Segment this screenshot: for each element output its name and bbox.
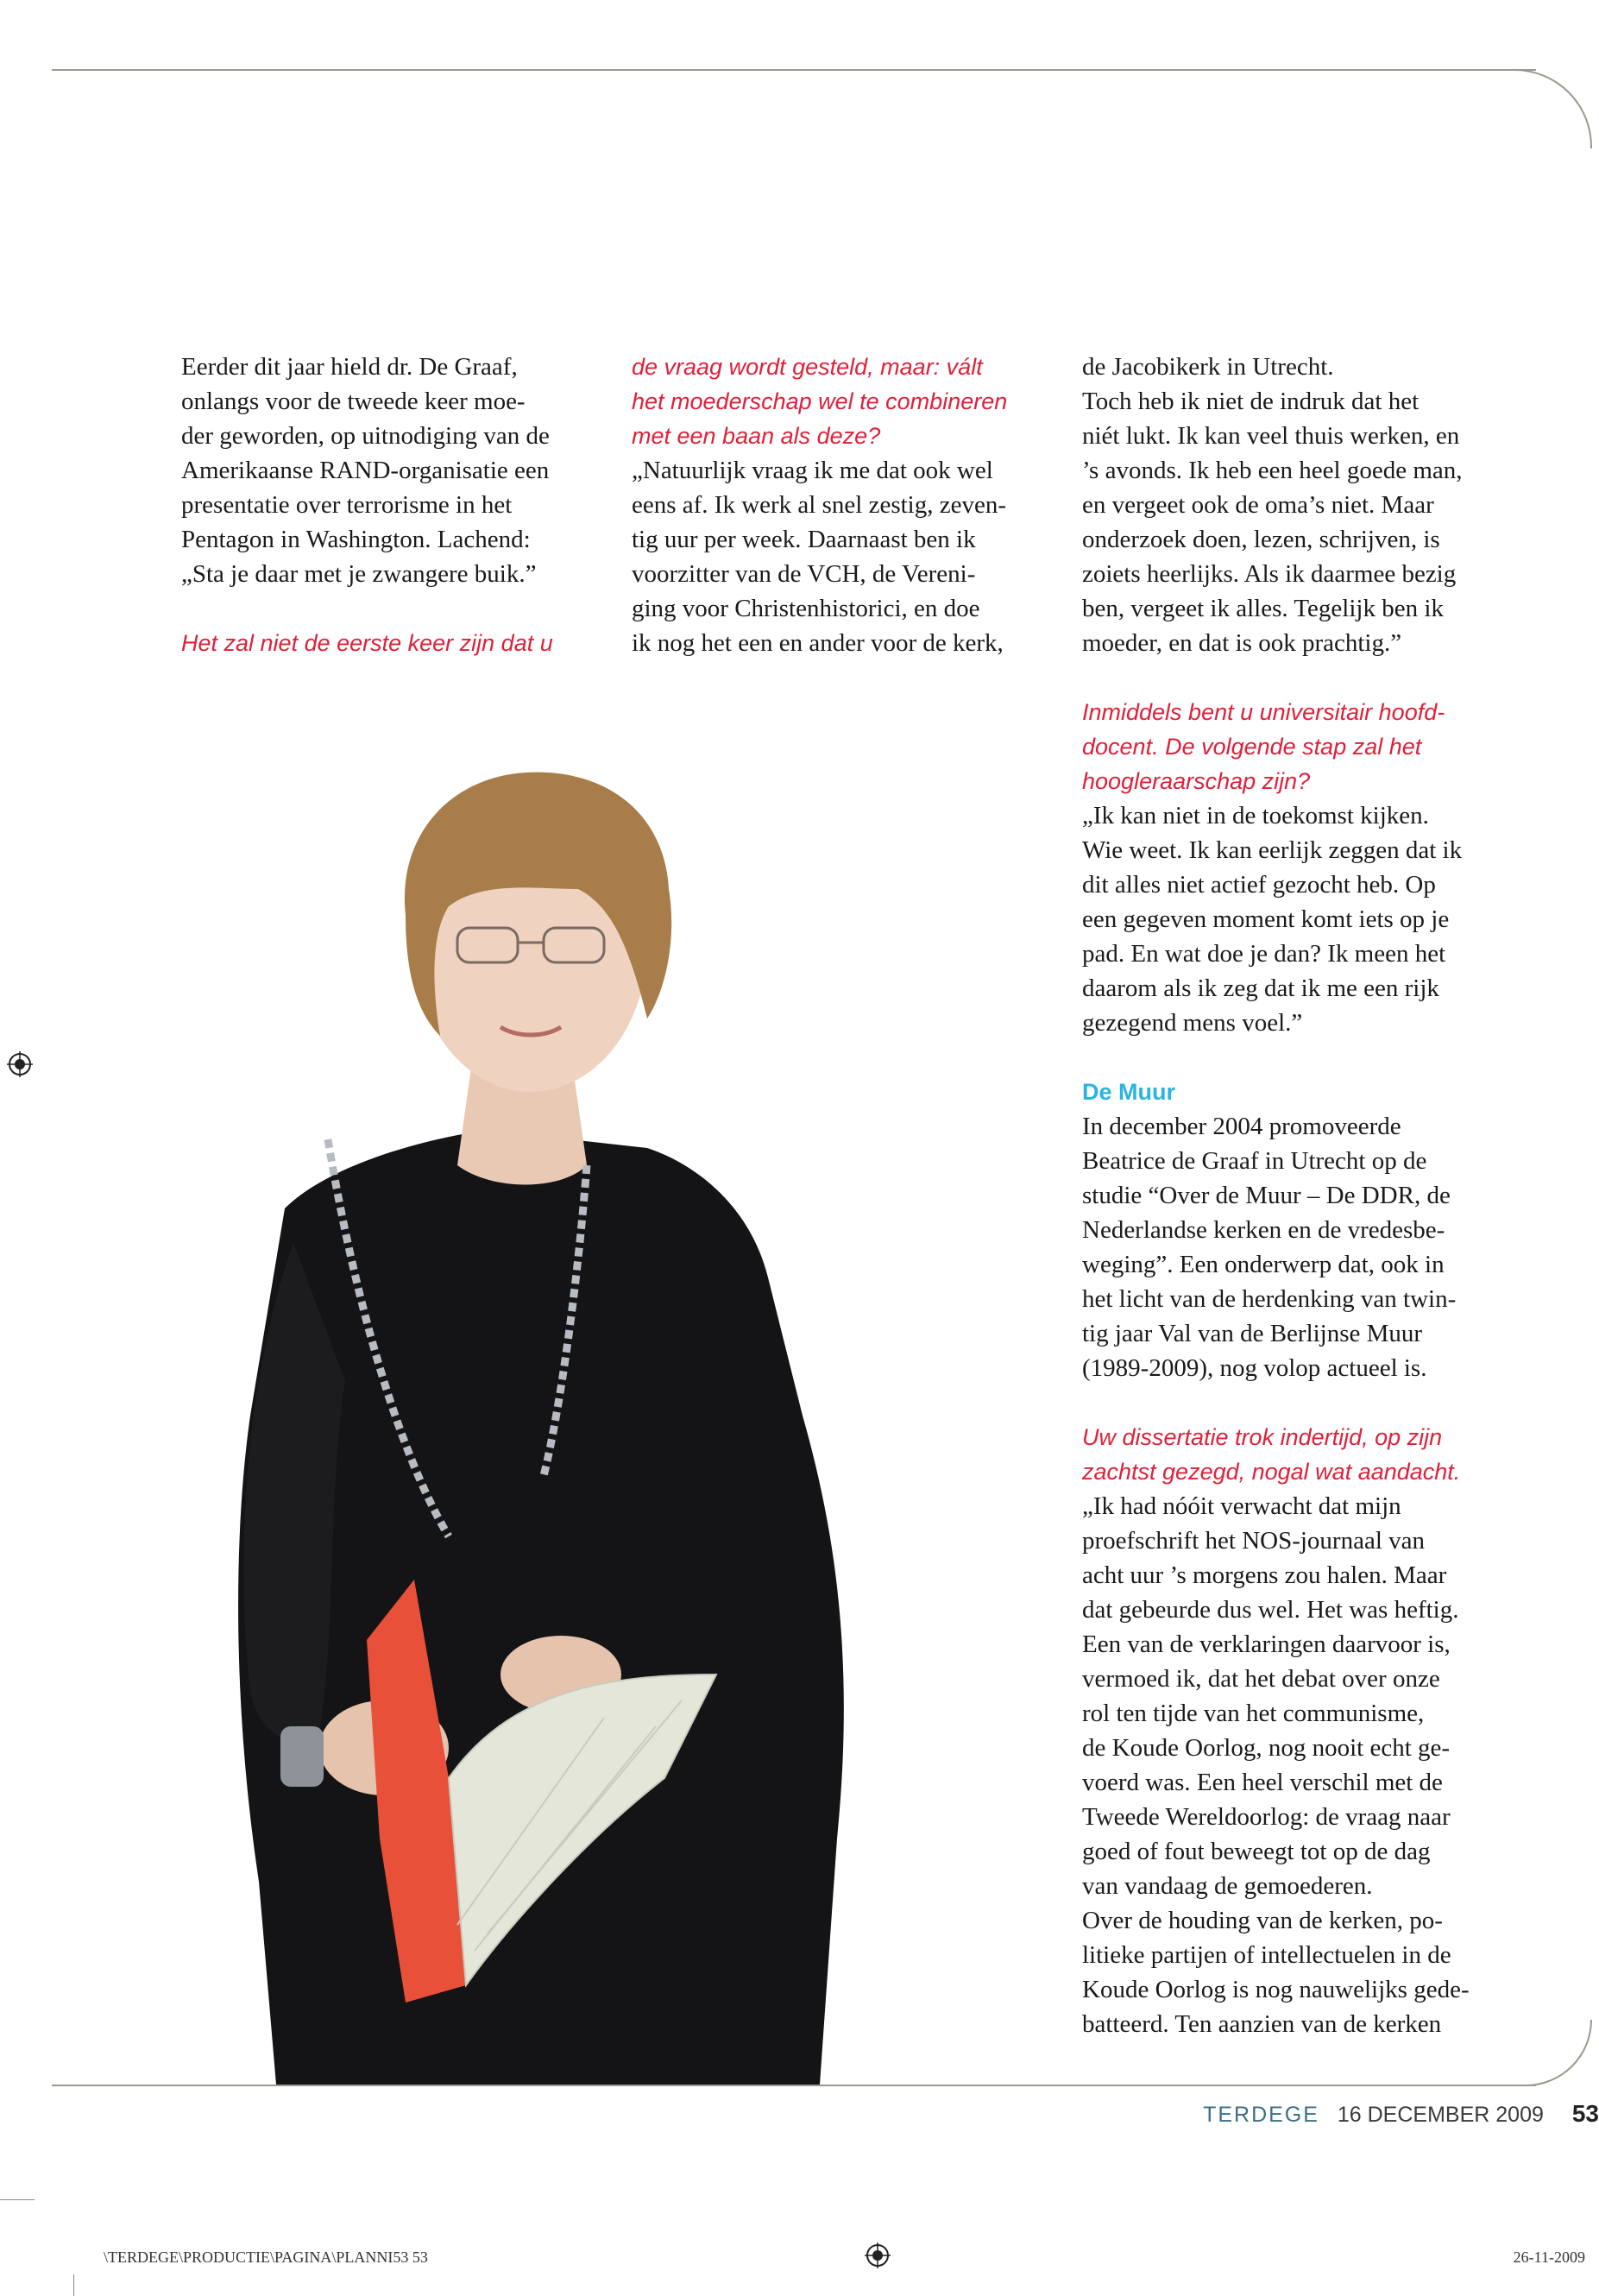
text-line: Tweede Wereldoorlog: de vraag naar: [1082, 1803, 1451, 1831]
text-line: ’s avonds. Ik heb een heel goede man,: [1082, 457, 1463, 484]
text-line: „Ik kan niet in de toekomst kijken.: [1082, 802, 1429, 829]
interview-question: [632, 350, 1054, 453]
text-line: acht uur ’s morgens zou halen. Maar: [1082, 1561, 1447, 1589]
text-line: ging voor Christenhistorici, en doe: [632, 595, 980, 622]
registration-mark-icon: [865, 2242, 891, 2268]
text-line: (1989-2009), nog volop actueel is.: [1082, 1354, 1427, 1382]
body-paragraph: [1082, 350, 1522, 660]
text-line: Nederlandse kerken en de vredesbe-: [1082, 1216, 1445, 1244]
text-line: vermoed ik, dat het debat over onze: [1082, 1665, 1440, 1693]
text-line: ik nog het een en ander voor de kerk,: [632, 629, 1004, 657]
body-paragraph: [632, 453, 1054, 660]
interview-question: [1082, 695, 1522, 798]
text-line: en vergeet ook de oma’s niet. Maar: [1082, 491, 1434, 519]
text-line: dat gebeurde dus wel. Het was heftig.: [1082, 1596, 1459, 1624]
interview-question: [1082, 1420, 1522, 1489]
body-paragraph: [1082, 798, 1522, 1040]
paragraph-gap: [1082, 1385, 1522, 1420]
text-line: De Muur: [1082, 1079, 1175, 1105]
bottom-rule: [52, 2085, 1536, 2086]
page-number: 53: [1571, 2100, 1599, 2127]
magazine-name: TERDEGE: [1203, 2103, 1319, 2127]
text-line: onderzoek doen, lezen, schrijven, is: [1082, 526, 1440, 553]
text-line: gezegend mens voel.”: [1082, 1009, 1303, 1037]
text-line: voerd was. Een heel verschil met de: [1082, 1769, 1443, 1796]
text-line: pad. En wat doe je dan? Ik meen het: [1082, 940, 1446, 968]
portrait-photo: [198, 760, 1027, 2085]
text-line: het moederschap wel te combineren: [632, 388, 1008, 414]
text-line: de Jacobikerk in Utrecht.: [1082, 353, 1334, 381]
text-line: Over de houding van de kerken, po-: [1082, 1907, 1443, 1934]
article-column-2: [632, 350, 1054, 660]
text-line: Eerder dit jaar hield dr. De Graaf,: [181, 353, 518, 381]
text-line: de vraag wordt gesteld, maar: vált: [632, 354, 983, 380]
text-line: „Natuurlijk vraag ik me dat ook wel: [632, 457, 993, 484]
text-line: tig uur per week. Daarnaast ben ik: [632, 526, 976, 553]
text-line: rol ten tijde van het communisme,: [1082, 1700, 1425, 1727]
article-column-3: [1082, 350, 1522, 2041]
text-line: Amerikaanse RAND-organisatie een: [181, 457, 550, 484]
text-line: voorzitter van de VCH, de Vereni-: [632, 560, 976, 588]
article-column-1: [181, 350, 604, 660]
text-line: docent. De volgende stap zal het: [1082, 734, 1422, 760]
paragraph-gap: [181, 591, 604, 626]
text-line: Beatrice de Graaf in Utrecht op de: [1082, 1147, 1427, 1175]
text-line: presentatie over terrorisme in het: [181, 491, 513, 519]
text-line: proefschrift het NOS-journaal van: [1082, 1527, 1426, 1555]
text-line: goed of fout beweegt tot op de dag: [1082, 1838, 1431, 1865]
text-line: zoiets heerlijks. Als ik daarmee bezig: [1082, 560, 1457, 588]
section-heading: [1082, 1075, 1522, 1109]
text-line: „Sta je daar met je zwangere buik.”: [181, 560, 537, 588]
text-line: Pentagon in Washington. Lachend:: [181, 526, 531, 553]
slug-path: \TERDEGE\PRODUCTIE\PAGINA\PLANNI53 53: [104, 2249, 428, 2266]
text-line: litieke partijen of intellectuelen in de: [1082, 1941, 1451, 1969]
text-line: de Koude Oorlog, nog nooit echt ge-: [1082, 1734, 1451, 1762]
text-line: weging”. Een onderwerp dat, ook in: [1082, 1251, 1445, 1278]
top-rule: [52, 69, 1536, 71]
text-line: studie “Over de Muur – De DDR, de: [1082, 1182, 1451, 1209]
text-line: Toch heb ik niet de indruk dat het: [1082, 388, 1420, 415]
text-line: dit alles niet actief gezocht heb. Op: [1082, 871, 1436, 899]
text-line: zachtst gezegd, nogal wat aandacht.: [1082, 1459, 1461, 1485]
body-paragraph: [1082, 1489, 1522, 2041]
text-line: Inmiddels bent u universitair hoofd-: [1082, 699, 1445, 725]
text-line: Uw dissertatie trok indertijd, op zijn: [1082, 1424, 1443, 1450]
text-line: tig jaar Val van de Berlijnse Muur: [1082, 1320, 1423, 1347]
interview-question: [181, 626, 604, 660]
issue-date: 16 DECEMBER 2009: [1337, 2103, 1544, 2127]
page-footer: [1203, 2100, 1599, 2128]
text-line: met een baan als deze?: [632, 423, 881, 449]
text-line: niét lukt. Ik kan veel thuis werken, en: [1082, 422, 1460, 450]
text-line: onlangs voor de tweede keer moe-: [181, 388, 526, 415]
body-paragraph: [1082, 1109, 1522, 1385]
text-line: moeder, en dat is ook prachtig.”: [1082, 629, 1402, 657]
text-line: van vandaag de gemoederen.: [1082, 1872, 1373, 1900]
text-line: Een van de verklaringen daarvoor is,: [1082, 1631, 1451, 1658]
text-line: In december 2004 promoveerde: [1082, 1113, 1401, 1140]
crop-mark: [0, 2199, 35, 2200]
crop-mark-vertical: [73, 2274, 74, 2296]
text-line: het licht van de herdenking van twin-: [1082, 1285, 1457, 1313]
paragraph-gap: [1082, 1040, 1522, 1075]
text-line: der geworden, op uitnodiging van de: [181, 422, 550, 450]
text-line: „Ik had nóóit verwacht dat mijn: [1082, 1492, 1401, 1520]
photo-watch: [280, 1726, 324, 1787]
text-line: daarom als ik zeg dat ik me een rijk: [1082, 975, 1439, 1002]
text-line: batteerd. Ten aanzien van de kerken: [1082, 2010, 1442, 2038]
text-line: hoogleraarschap zijn?: [1082, 768, 1311, 794]
body-paragraph: [181, 350, 604, 591]
paragraph-gap: [1082, 660, 1522, 695]
slug-date: 26-11-2009: [1513, 2249, 1585, 2266]
text-line: Wie weet. Ik kan eerlijk zeggen dat ik: [1082, 836, 1463, 864]
text-line: een gegeven moment komt iets op je: [1082, 905, 1450, 933]
bottom-corner-curve: [1521, 2020, 1592, 2086]
text-line: Het zal niet de eerste keer zijn dat u: [181, 630, 553, 656]
registration-mark-icon: [7, 1051, 33, 1077]
text-line: Koude Oorlog is nog nauwelijks gede-: [1082, 1976, 1470, 2003]
top-corner-curve: [1513, 69, 1592, 148]
text-line: eens af. Ik werk al snel zestig, zeven-: [632, 491, 1006, 519]
text-line: ben, vergeet ik alles. Tegelijk ben ik: [1082, 595, 1444, 622]
